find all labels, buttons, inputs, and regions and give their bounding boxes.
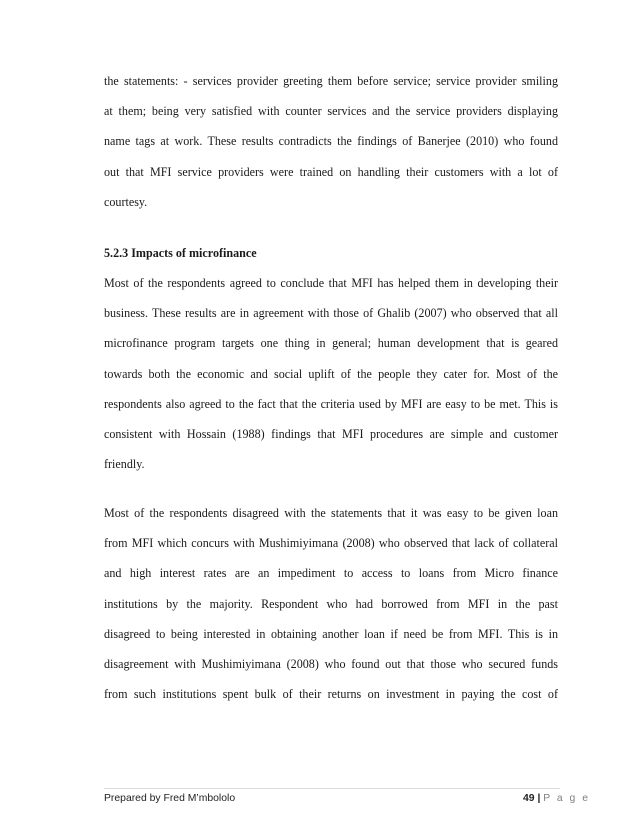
text-line: towards both the economic and social uplift of the people they cater for. Most of the [104, 366, 558, 381]
text-line: Most of the respondents disagreed with the statements that it was easy to be given loan [104, 506, 558, 520]
paragraph-impacts [104, 268, 558, 479]
text-line: disagreement with Mushimiyimana (2008) who found out that those who secured funds [104, 656, 558, 671]
text-line: microfinance program targets one thing in general; human development that is geared [104, 336, 558, 351]
text-line: name tags at work. These results contradicts the findings of Banerjee (2010) who found [104, 134, 558, 149]
text-line: Most of the respondents agreed to conclude that MFI has helped them in developing their [104, 276, 558, 290]
footer-divider [104, 788, 560, 789]
text-line: consistent with Hossain (1988) findings that MFI procedures are simple and customer [104, 426, 558, 441]
text-line: and high interest rates are an impediment to access to loans from Micro finance [104, 566, 558, 581]
text-line: courtesy. [104, 194, 148, 209]
footer-author: Prepared by Fred M’mbololo [104, 793, 236, 804]
section-heading: 5.2.3 Impacts of microfinance [104, 246, 257, 260]
page-number: 49 [522, 793, 535, 804]
text-line: from MFI which concurs with Mushimiyimana (2008) who observed that lack of collateral [104, 536, 558, 551]
text-line: at them; being very satisfied with counter services and the service providers displaying [104, 104, 558, 119]
text-line: out that MFI service providers were trained on handling their customers with a lot of [104, 164, 558, 179]
text-line: the statements: - services provider greeting them before service; service provider smiling [104, 74, 558, 88]
text-line: friendly. [104, 457, 145, 472]
text-line: respondents also agreed to the fact that the criteria used by MFI are easy to be met. This is [104, 396, 558, 411]
paragraph-service-findings [104, 66, 558, 217]
footer-page-info [523, 793, 590, 804]
text-line: from such institutions spent bulk of their returns on investment in paying the cost of [104, 687, 558, 702]
footer-separator: | [537, 793, 541, 804]
page-label: P a g e [543, 793, 590, 804]
paragraph-loans [104, 498, 558, 709]
text-line: disagreed to being interested in obtaining another loan if need be from MFI. This is in [104, 626, 558, 641]
text-line: institutions by the majority. Respondent who had borrowed from MFI in the past [104, 596, 558, 611]
text-line: business. These results are in agreement with those of Ghalib (2007) who observed that all [104, 306, 558, 321]
